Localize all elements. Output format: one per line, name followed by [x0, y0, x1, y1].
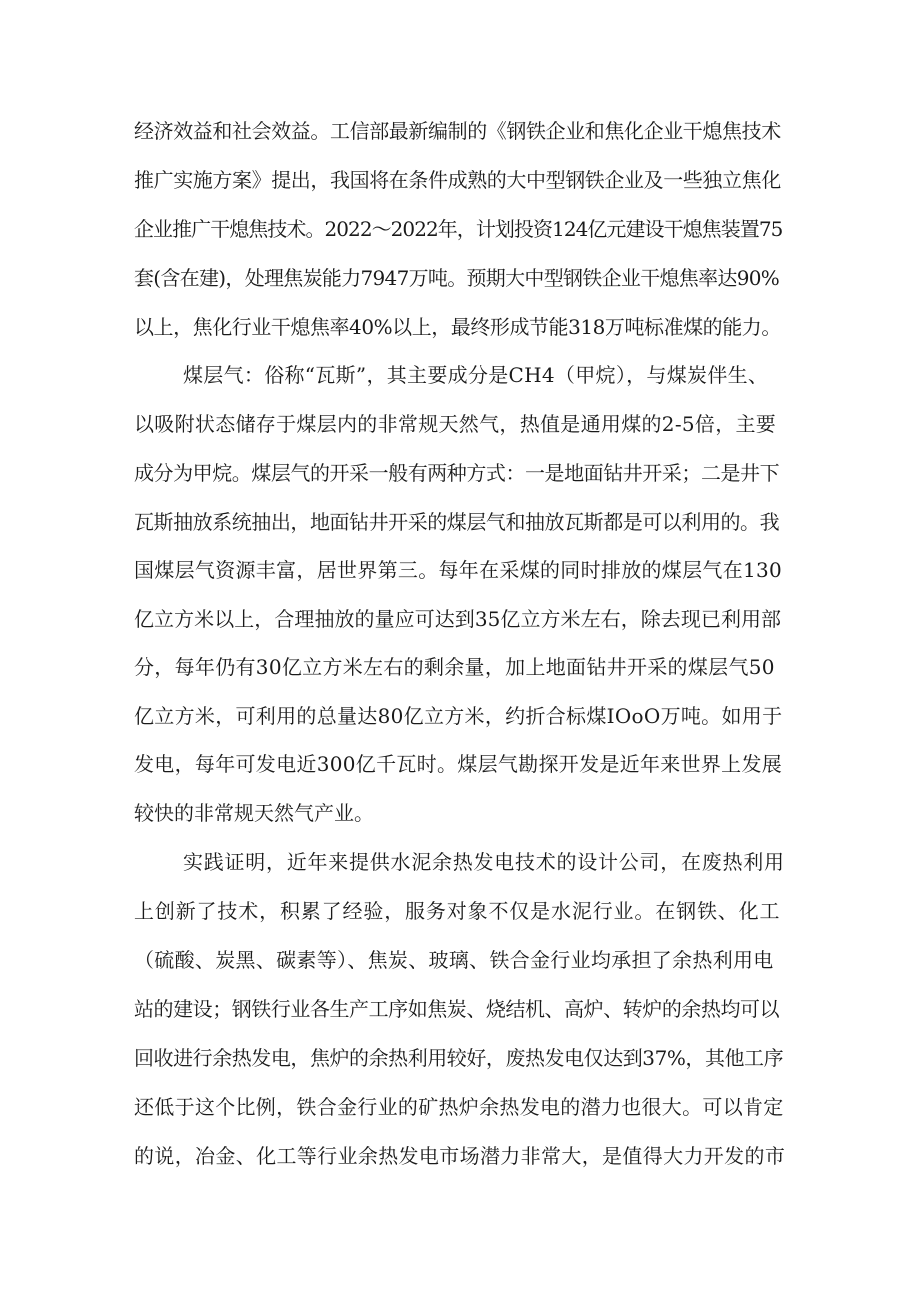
text-line: 亿立方米，可利用的总量达80亿立方米，约折合标煤IOoO万吨。如用于 — [134, 704, 783, 728]
text-line: 回收进行余热发电，焦炉的余热利用较好，废热发电仅达到37%，其他工序 — [134, 1046, 784, 1070]
text-line: 上创新了技术，积累了经验，服务对象不仅是水泥行业。在钢铁、化工 — [134, 899, 781, 923]
text-line: 亿立方米以上，合理抽放的量应可达到35亿立方米左右，除去现已利用部 — [134, 607, 782, 631]
text-line: 发电，每年可发电近300亿千瓦时。煤层气勘探开发是近年来世界上发展 — [134, 752, 783, 776]
text-line: （硫酸、炭黑、碳素等）、焦炭、玻璃、铁合金行业均承担了余热利用电 — [134, 948, 774, 972]
text-line: 成分为甲烷。煤层气的开采一般有两种方式：一是地面钻井开采；二是井下 — [134, 461, 780, 485]
text-line: 以吸附状态储存于煤层内的非常规天然气，热值是通用煤的2-5倍，主要 — [134, 412, 777, 436]
text-line: 较快的非常规天然气产业。 — [134, 801, 374, 825]
text-line: 煤层气：俗称“瓦斯”，其主要成分是CH4（甲烷），与煤炭伴生、 — [183, 363, 769, 387]
text-line: 分，每年仍有30亿立方米左右的剩余量，加上地面钻井开采的煤层气50 — [134, 655, 775, 679]
text-line: 套(含在建)，处理焦炭能力7947万吨。预期大中型钢铁企业干熄焦率达90% — [134, 266, 780, 290]
text-line: 企业推广干熄焦技术。2022～2022年，计划投资124亿元建设干熄焦装置75 — [134, 217, 783, 241]
text-line: 以上，焦化行业干熄焦率40%以上，最终形成节能318万吨标准煤的能力。 — [134, 315, 781, 339]
text-line: 站的建设；钢铁行业各生产工序如焦炭、烧结机、高炉、转炉的余热均可以 — [134, 997, 780, 1021]
text-line: 的说，冶金、化工等行业余热发电市场潜力非常大，是值得大力开发的市 — [134, 1144, 786, 1168]
text-line: 实践证明，近年来提供水泥余热发电技术的设计公司，在废热利用 — [183, 850, 785, 874]
text-line: 经济效益和社会效益。工信部最新编制的《钢铁企业和焦化企业干熄焦技术 — [134, 119, 781, 143]
text-line: 推广实施方案》提出，我国将在条件成熟的大中型钢铁企业及一些独立焦化 — [134, 168, 781, 192]
text-line: 还低于这个比例，铁合金行业的矿热炉余热发电的潜力也很大。可以肯定 — [134, 1095, 784, 1119]
text-line: 国煤层气资源丰富，居世界第三。每年在采煤的同时排放的煤层气在130 — [134, 558, 783, 582]
text-line: 瓦斯抽放系统抽出，地面钻井开采的煤层气和抽放瓦斯都是可以利用的。我 — [134, 510, 780, 534]
